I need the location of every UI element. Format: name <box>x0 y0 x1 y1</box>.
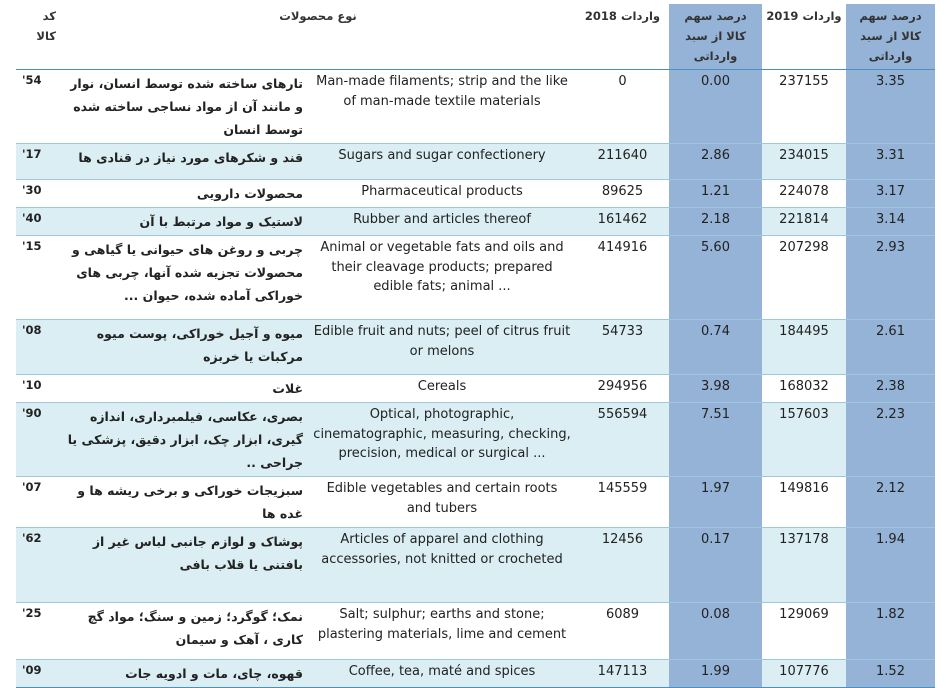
share-2018: 0.08 <box>669 603 762 660</box>
table-row <box>16 403 935 477</box>
imports-2019: 224078 <box>779 184 829 199</box>
share-2018: 1.97 <box>669 477 762 528</box>
product-name-en: Coffee, tea, maté and spices <box>308 660 576 688</box>
share-2018: 0.74 <box>669 320 762 375</box>
share-2018: 1.21 <box>669 180 762 208</box>
table-row <box>16 70 935 144</box>
imports-2018: 0 <box>618 74 627 89</box>
imports-2018: 89625 <box>601 184 644 199</box>
share-2019: 2.23 <box>846 403 935 477</box>
product-name-fa: میوه و آجیل خوراکی، پوست میوه مرکبات یا خربزه <box>60 320 308 375</box>
header-code: کد کالا <box>16 4 60 70</box>
imports-2018: 414916 <box>597 240 648 255</box>
product-name-en: Articles of apparel and clothing accessories, not knitted or crocheted <box>308 528 576 603</box>
share-2019: 1.94 <box>846 528 935 603</box>
table-row <box>16 528 935 603</box>
share-2018: 0.17 <box>669 528 762 603</box>
table-row <box>16 660 935 688</box>
table-row <box>16 236 935 320</box>
product-code: '10 <box>22 378 42 392</box>
header-imports-2018: واردات 2018 <box>576 4 669 70</box>
share-2019: 2.61 <box>846 320 935 375</box>
product-name-fa: قند و شکرهای مورد نیاز در قنادی ها <box>60 144 308 180</box>
table-row <box>16 603 935 660</box>
product-name-fa: قهوه، چای، مات و ادویه جات <box>60 660 308 688</box>
product-name-en: Cereals <box>417 379 467 394</box>
header-share-2018: درصد سهم کالا از سبد وارداتی <box>669 4 762 70</box>
product-name-fa: غلات <box>272 381 303 396</box>
imports-2019: 207298 <box>779 240 829 255</box>
header-imports-2019: واردات 2019 <box>762 4 846 70</box>
product-code: '40 <box>16 208 60 236</box>
product-code: '25 <box>22 606 42 620</box>
table-row <box>16 477 935 528</box>
table-row <box>16 320 935 375</box>
table-row <box>16 375 935 403</box>
imports-2019: 137178 <box>762 528 846 603</box>
share-2018: 7.51 <box>669 403 762 477</box>
imports-2019: 149816 <box>779 481 829 496</box>
product-code: '08 <box>16 320 60 375</box>
product-code: '30 <box>22 183 42 197</box>
share-2018: 2.18 <box>669 208 762 236</box>
imports-table <box>16 4 935 688</box>
imports-2018: 145559 <box>597 481 648 496</box>
product-name-fa: محصولات دارویی <box>196 186 303 201</box>
imports-2019: 234015 <box>762 144 846 180</box>
imports-2018: 161462 <box>576 208 669 236</box>
imports-2019: 221814 <box>762 208 846 236</box>
product-name-en: Rubber and articles thereof <box>308 208 576 236</box>
share-2018: 5.60 <box>669 236 762 320</box>
product-code: '09 <box>16 660 60 688</box>
imports-2018: 294956 <box>597 379 648 394</box>
imports-2018: 12456 <box>576 528 669 603</box>
table-row <box>16 144 935 180</box>
product-name-en: Sugars and sugar confectionery <box>308 144 576 180</box>
imports-2018: 54733 <box>576 320 669 375</box>
product-name-fa: پوشاک و لوازم جانبی لباس غیر از بافتنی یا قلاب بافی <box>60 528 308 603</box>
imports-2018: 211640 <box>576 144 669 180</box>
product-name-fa: سبزیجات خوراکی و برخی ریشه ها و غده ها <box>77 483 303 521</box>
header-share-2019: درصد سهم کالا از سبد وارداتی <box>846 4 935 70</box>
product-name-en: Animal or vegetable fats and oils and their cleavage products; prepared edible fats; animal ... <box>320 240 564 294</box>
product-name-fa: لاستیک و مواد مرتبط با آن <box>60 208 308 236</box>
share-2019: 2.12 <box>846 477 935 528</box>
product-name-fa: تارهای ساخته شده توسط انسان، نوار و مانند آن از مواد نساجی ساخته شده توسط انسان <box>70 76 303 137</box>
product-name-en: Optical, photographic, cinematographic, measuring, checking, precision, medical or surgical ... <box>308 403 576 477</box>
imports-2019: 237155 <box>779 74 829 89</box>
table-row <box>16 180 935 208</box>
product-code: '07 <box>22 480 42 494</box>
share-2019: 3.14 <box>846 208 935 236</box>
share-2018: 1.99 <box>669 660 762 688</box>
share-2019: 3.17 <box>846 180 935 208</box>
imports-2019: 129069 <box>779 607 829 622</box>
table-row <box>16 208 935 236</box>
product-name-en: Edible vegetables and certain roots and tubers <box>326 481 558 516</box>
share-2019: 2.93 <box>846 236 935 320</box>
share-2019: 3.31 <box>846 144 935 180</box>
product-name-fa: چربی و روغن های حیوانی یا گیاهی و محصولات تجزیه شده آنها، چربی های خوراکی آماده شده، حیوان ... <box>71 242 303 303</box>
product-name-en: Salt; sulphur; earths and stone; plastering materials, lime and cement <box>317 607 567 642</box>
product-name-en: Edible fruit and nuts; peel of citrus fruit or melons <box>308 320 576 375</box>
imports-2019: 157603 <box>762 403 846 477</box>
product-code: '90 <box>16 403 60 477</box>
share-2018: 2.86 <box>669 144 762 180</box>
share-2018: 0.00 <box>669 70 762 144</box>
product-name-en: Pharmaceutical products <box>361 184 523 199</box>
imports-2018: 556594 <box>576 403 669 477</box>
product-code: '15 <box>22 239 42 253</box>
product-name-fa: نمک؛ گوگرد؛ زمین و سنگ؛ مواد گچ کاری ، آهک و سیمان <box>87 609 303 647</box>
share-2019: 2.38 <box>846 375 935 403</box>
share-2019: 3.35 <box>846 70 935 144</box>
product-name-en: Man-made filaments; strip and the like of man-made textile materials <box>316 74 568 109</box>
imports-2019: 168032 <box>779 379 829 394</box>
imports-2019: 184495 <box>762 320 846 375</box>
product-code: '54 <box>22 73 42 87</box>
header-product-type: نوع محصولات <box>60 4 576 70</box>
imports-2018: 6089 <box>605 607 640 622</box>
share-2018: 3.98 <box>669 375 762 403</box>
product-code: '17 <box>16 144 60 180</box>
share-2019: 1.52 <box>846 660 935 688</box>
share-2019: 1.82 <box>846 603 935 660</box>
header-row <box>16 4 935 70</box>
imports-2018: 147113 <box>576 660 669 688</box>
product-name-fa: بصری، عکاسی، فیلمبرداری، اندازه گیری، ابزار چک، ابزار دقیق، پزشکی یا جراحی .. <box>60 403 308 477</box>
imports-2019: 107776 <box>762 660 846 688</box>
product-code: '62 <box>16 528 60 603</box>
